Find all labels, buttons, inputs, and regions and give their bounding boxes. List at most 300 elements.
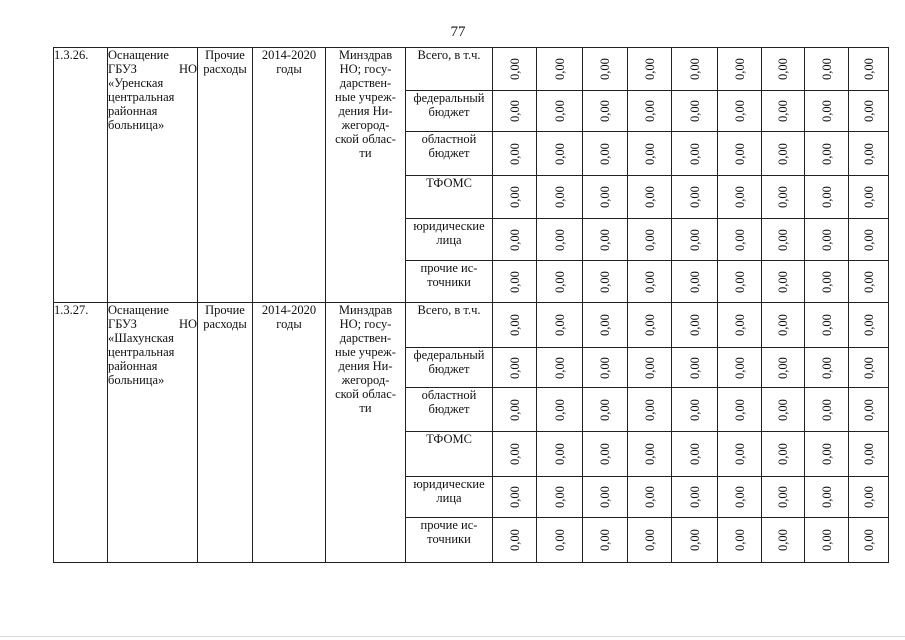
funding-value: 0,00 — [732, 270, 747, 293]
funding-value-cell — [805, 432, 849, 477]
funding-value-cell — [537, 303, 583, 348]
funding-value-cell — [718, 432, 762, 477]
funding-value-cell — [583, 432, 628, 477]
funding-value-cell — [672, 518, 718, 563]
funding-value: 0,00 — [642, 398, 657, 421]
funding-value-cell — [628, 261, 672, 303]
funding-value-cell — [672, 388, 718, 432]
funding-value-cell — [493, 303, 537, 348]
funding-value-cell — [672, 91, 718, 132]
funding-value-cell — [672, 132, 718, 176]
funding-value: 0,00 — [732, 228, 747, 251]
funding-value-cell — [628, 132, 672, 176]
funding-value-cell — [537, 48, 583, 91]
table-body — [54, 48, 889, 563]
table-row — [54, 303, 889, 348]
funding-value-cell — [672, 48, 718, 91]
funding-value: 0,00 — [776, 142, 790, 165]
funding-value: 0,00 — [642, 186, 657, 208]
scan-bottom-edge — [0, 636, 905, 637]
funding-value: 0,00 — [861, 398, 876, 421]
funding-value-cell — [718, 518, 762, 563]
funding-value: 0,00 — [819, 100, 834, 122]
funding-value: 0,00 — [819, 529, 834, 551]
funding-value-cell — [762, 219, 805, 261]
funding-value-cell — [672, 303, 718, 348]
funding-value-cell — [718, 176, 762, 219]
text-line: Оснащение — [108, 303, 169, 317]
activity-code: 1.3.27. — [54, 303, 108, 563]
funding-value: 0,00 — [598, 58, 612, 80]
funding-value-cell — [805, 518, 849, 563]
funding-value: 0,00 — [687, 228, 702, 251]
funding-source — [406, 219, 493, 261]
text-line: ные учреж- — [335, 90, 396, 104]
funding-value: 0,00 — [819, 443, 834, 465]
funding-value: 0,00 — [552, 314, 567, 336]
text-line: больница» — [108, 118, 165, 132]
funding-value: 0,00 — [732, 486, 747, 508]
funding-value: 0,00 — [732, 529, 747, 551]
funding-source — [406, 348, 493, 388]
text-word: ГБУЗ — [108, 317, 137, 331]
funding-source — [406, 261, 493, 303]
text-line: юридические — [413, 477, 485, 491]
funding-value: 0,00 — [598, 398, 612, 421]
funding-value: 0,00 — [861, 314, 876, 336]
text-line: «Уренская — [108, 76, 164, 90]
text-line: ской облас- — [335, 132, 396, 146]
funding-value: 0,00 — [687, 100, 702, 122]
text-line: областной — [421, 132, 477, 146]
text-line: лица — [436, 233, 462, 247]
funding-value-cell — [537, 91, 583, 132]
funding-value-cell — [718, 48, 762, 91]
text-line: расходы — [203, 62, 247, 76]
funding-value-cell — [583, 219, 628, 261]
text-line: Оснащение — [108, 48, 169, 62]
funding-value: 0,00 — [776, 100, 790, 122]
funding-value: 0,00 — [552, 228, 567, 251]
funding-value-cell — [849, 219, 889, 261]
funding-value: 0,00 — [642, 228, 657, 251]
funding-value-cell — [718, 219, 762, 261]
funding-value-cell — [762, 48, 805, 91]
funding-value: 0,00 — [507, 186, 522, 208]
executor — [326, 303, 406, 563]
funding-value-cell — [493, 219, 537, 261]
funding-value-cell — [672, 219, 718, 261]
text-line: федеральный — [413, 91, 485, 105]
text-line: ти — [359, 146, 372, 160]
funding-value: 0,00 — [776, 58, 790, 80]
funding-value: 0,00 — [642, 270, 657, 293]
funding-source — [406, 91, 493, 132]
funding-value-cell — [628, 477, 672, 518]
funding-value-cell — [583, 518, 628, 563]
text-line: жегород- — [341, 373, 390, 387]
expense-type — [198, 303, 253, 563]
funding-value-cell — [537, 261, 583, 303]
funding-value: 0,00 — [819, 486, 834, 508]
text-line: дарствен- — [339, 331, 392, 345]
funding-value-cell — [628, 91, 672, 132]
funding-value: 0,00 — [687, 58, 702, 80]
funding-value: 0,00 — [776, 398, 790, 421]
funding-value: 0,00 — [861, 100, 876, 122]
funding-value: 0,00 — [598, 186, 612, 208]
funding-value: 0,00 — [861, 142, 876, 165]
text-line: ТФОМС — [426, 176, 472, 190]
funding-value-cell — [583, 48, 628, 91]
funding-value: 0,00 — [687, 356, 702, 379]
funding-value-cell — [805, 91, 849, 132]
funding-value-cell — [762, 261, 805, 303]
funding-value: 0,00 — [507, 486, 522, 508]
funding-value-cell — [493, 48, 537, 91]
funding-value: 0,00 — [819, 58, 834, 80]
funding-value: 0,00 — [598, 314, 612, 336]
funding-value-cell — [805, 132, 849, 176]
text-line: бюджет — [428, 362, 470, 376]
funding-value-cell — [493, 261, 537, 303]
funding-value: 0,00 — [552, 486, 567, 508]
funding-value-cell — [849, 388, 889, 432]
funding-value: 0,00 — [861, 529, 876, 551]
text-line: районная — [108, 104, 158, 118]
text-line: годы — [276, 62, 302, 76]
funding-value: 0,00 — [776, 443, 790, 465]
funding-value: 0,00 — [598, 228, 612, 251]
funding-value-cell — [493, 388, 537, 432]
text-line: дарствен- — [339, 76, 392, 90]
text-line: дения Ни- — [338, 104, 393, 118]
expense-type — [198, 48, 253, 303]
funding-value: 0,00 — [776, 356, 790, 379]
funding-value: 0,00 — [598, 356, 612, 379]
executor — [326, 48, 406, 303]
funding-value: 0,00 — [598, 142, 612, 165]
text-line: жегород- — [341, 118, 390, 132]
text-line: точники — [427, 275, 471, 289]
funding-value-cell — [537, 388, 583, 432]
text-line: Прочие — [205, 48, 245, 62]
funding-value: 0,00 — [552, 100, 567, 122]
funding-value-cell — [493, 348, 537, 388]
funding-value-cell — [849, 432, 889, 477]
text-line: областной — [421, 388, 477, 402]
text-line: бюджет — [428, 105, 470, 119]
text-line: федеральный — [413, 348, 485, 362]
funding-value: 0,00 — [507, 443, 522, 465]
funding-value-cell — [493, 518, 537, 563]
funding-value-cell — [762, 176, 805, 219]
activity-name — [108, 48, 198, 303]
funding-value: 0,00 — [598, 529, 612, 551]
funding-value: 0,00 — [598, 270, 612, 293]
funding-value-cell — [537, 477, 583, 518]
funding-value: 0,00 — [507, 58, 522, 80]
funding-value-cell — [493, 477, 537, 518]
funding-value: 0,00 — [687, 142, 702, 165]
text-line: Всего, в т.ч. — [417, 48, 481, 62]
funding-value: 0,00 — [507, 142, 522, 165]
funding-value-cell — [493, 91, 537, 132]
funding-value-cell — [628, 303, 672, 348]
funding-value-cell — [762, 477, 805, 518]
text-line: ти — [359, 401, 372, 415]
funding-value: 0,00 — [861, 270, 876, 293]
funding-value: 0,00 — [776, 529, 790, 551]
funding-value: 0,00 — [642, 100, 657, 122]
text-line: ные учреж- — [335, 345, 396, 359]
funding-value: 0,00 — [732, 443, 747, 465]
text-line: ской облас- — [335, 387, 396, 401]
funding-value-cell — [762, 132, 805, 176]
funding-value: 0,00 — [642, 486, 657, 508]
text-line: 2014-2020 — [261, 48, 317, 62]
funding-value-cell — [718, 388, 762, 432]
funding-value-cell — [718, 303, 762, 348]
funding-value: 0,00 — [687, 529, 702, 551]
funding-value-cell — [849, 132, 889, 176]
funding-value: 0,00 — [732, 100, 747, 122]
funding-value: 0,00 — [776, 186, 790, 208]
text-line: больница» — [108, 373, 165, 387]
text-line: годы — [276, 317, 302, 331]
program-activities-table — [53, 47, 889, 563]
funding-value: 0,00 — [687, 398, 702, 421]
funding-value-cell — [672, 432, 718, 477]
funding-value-cell — [628, 432, 672, 477]
funding-value: 0,00 — [552, 529, 567, 551]
text-line: ТФОМС — [426, 432, 472, 446]
funding-value: 0,00 — [507, 398, 522, 421]
funding-value-cell — [537, 432, 583, 477]
text-block — [108, 76, 197, 132]
funding-value: 0,00 — [776, 314, 790, 336]
funding-source — [406, 176, 493, 219]
funding-value-cell — [762, 518, 805, 563]
text-line: лица — [436, 491, 462, 505]
funding-value: 0,00 — [732, 186, 747, 208]
funding-value-cell — [849, 48, 889, 91]
text-line: точники — [427, 532, 471, 546]
funding-value-cell — [718, 261, 762, 303]
funding-value: 0,00 — [861, 486, 876, 508]
funding-value: 0,00 — [861, 443, 876, 465]
funding-value-cell — [849, 477, 889, 518]
funding-value-cell — [805, 176, 849, 219]
funding-value-cell — [849, 261, 889, 303]
funding-value-cell — [718, 348, 762, 388]
funding-value-cell — [583, 303, 628, 348]
funding-source — [406, 518, 493, 563]
funding-value-cell — [628, 388, 672, 432]
text-line: прочие ис- — [420, 261, 478, 275]
funding-value: 0,00 — [552, 142, 567, 165]
text-line: 2014-2020 — [261, 303, 317, 317]
text-line: «Шахунская — [108, 331, 174, 345]
text-line: районная — [108, 359, 158, 373]
funding-value: 0,00 — [819, 228, 834, 251]
text-line: НО; госу- — [339, 62, 392, 76]
funding-value: 0,00 — [507, 270, 522, 293]
funding-value: 0,00 — [776, 486, 790, 508]
funding-value: 0,00 — [732, 58, 747, 80]
funding-value-cell — [537, 518, 583, 563]
funding-value: 0,00 — [687, 486, 702, 508]
funding-value-cell — [583, 261, 628, 303]
funding-value-cell — [628, 176, 672, 219]
funding-value-cell — [537, 132, 583, 176]
funding-value-cell — [805, 219, 849, 261]
funding-value: 0,00 — [552, 58, 567, 80]
funding-value-cell — [583, 348, 628, 388]
funding-value-cell — [762, 348, 805, 388]
funding-value: 0,00 — [552, 443, 567, 465]
funding-value-cell — [805, 303, 849, 348]
text-word: НО — [178, 317, 197, 331]
funding-source — [406, 48, 493, 91]
funding-value-cell — [762, 432, 805, 477]
funding-value-cell — [762, 91, 805, 132]
funding-value-cell — [493, 176, 537, 219]
text-line: бюджет — [428, 146, 470, 160]
funding-value: 0,00 — [776, 228, 790, 251]
funding-source — [406, 432, 493, 477]
funding-value: 0,00 — [642, 58, 657, 80]
funding-value: 0,00 — [819, 356, 834, 379]
funding-source — [406, 388, 493, 432]
funding-value-cell — [493, 432, 537, 477]
text-line — [108, 317, 197, 331]
funding-value-cell — [583, 477, 628, 518]
funding-value-cell — [672, 348, 718, 388]
funding-value: 0,00 — [642, 142, 657, 165]
text-line: центральная — [108, 345, 175, 359]
funding-value: 0,00 — [552, 186, 567, 208]
funding-value: 0,00 — [819, 398, 834, 421]
funding-value-cell — [805, 48, 849, 91]
funding-value: 0,00 — [507, 314, 522, 336]
table-row — [54, 48, 889, 91]
funding-value-cell — [493, 132, 537, 176]
funding-value: 0,00 — [552, 398, 567, 421]
funding-value: 0,00 — [642, 356, 657, 379]
implementation-period — [253, 303, 326, 563]
funding-value: 0,00 — [732, 142, 747, 165]
text-line: бюджет — [428, 402, 470, 416]
text-line: Минздрав — [338, 303, 393, 317]
funding-value: 0,00 — [819, 270, 834, 293]
funding-value: 0,00 — [819, 142, 834, 165]
funding-value: 0,00 — [687, 186, 702, 208]
funding-value: 0,00 — [732, 314, 747, 336]
funding-value: 0,00 — [552, 356, 567, 379]
funding-value-cell — [849, 518, 889, 563]
funding-value-cell — [849, 348, 889, 388]
funding-value: 0,00 — [598, 100, 612, 122]
text-line: расходы — [203, 317, 247, 331]
funding-value-cell — [628, 219, 672, 261]
funding-source — [406, 132, 493, 176]
funding-value-cell — [672, 176, 718, 219]
funding-source — [406, 303, 493, 348]
funding-value-cell — [762, 388, 805, 432]
funding-value: 0,00 — [861, 58, 876, 80]
funding-value-cell — [583, 132, 628, 176]
funding-value: 0,00 — [598, 443, 612, 465]
funding-value: 0,00 — [861, 356, 876, 379]
text-word: ГБУЗ — [108, 62, 137, 76]
funding-value-cell — [628, 348, 672, 388]
funding-value-cell — [805, 477, 849, 518]
funding-value: 0,00 — [732, 356, 747, 379]
text-line: Всего, в т.ч. — [417, 303, 481, 317]
funding-value-cell — [849, 303, 889, 348]
funding-value-cell — [718, 132, 762, 176]
funding-value: 0,00 — [861, 228, 876, 251]
margin-mark — [880, 387, 887, 388]
implementation-period — [253, 48, 326, 303]
funding-value-cell — [805, 261, 849, 303]
funding-value: 0,00 — [642, 529, 657, 551]
text-line: юридические — [413, 219, 485, 233]
funding-value-cell — [537, 176, 583, 219]
funding-value-cell — [537, 348, 583, 388]
activity-code: 1.3.26. — [54, 48, 108, 303]
page-number: 77 — [450, 24, 466, 40]
funding-value-cell — [672, 477, 718, 518]
funding-value-cell — [537, 219, 583, 261]
funding-value: 0,00 — [687, 443, 702, 465]
funding-value: 0,00 — [819, 314, 834, 336]
funding-value-cell — [849, 176, 889, 219]
funding-value: 0,00 — [642, 314, 657, 336]
funding-value-cell — [583, 388, 628, 432]
funding-value-cell — [628, 48, 672, 91]
funding-value: 0,00 — [507, 356, 522, 379]
funding-value-cell — [672, 261, 718, 303]
text-line: дения Ни- — [338, 359, 393, 373]
funding-value: 0,00 — [861, 186, 876, 208]
funding-value-cell — [762, 303, 805, 348]
activity-name — [108, 303, 198, 563]
funding-value-cell — [718, 477, 762, 518]
funding-value-cell — [805, 348, 849, 388]
text-block — [108, 331, 197, 387]
text-line: НО; госу- — [339, 317, 392, 331]
funding-value-cell — [628, 518, 672, 563]
text-line — [108, 62, 197, 76]
funding-value: 0,00 — [507, 529, 522, 551]
funding-value-cell — [583, 176, 628, 219]
text-line: Прочие — [205, 303, 245, 317]
funding-value-cell — [849, 91, 889, 132]
text-line: центральная — [108, 90, 175, 104]
funding-source — [406, 477, 493, 518]
funding-value: 0,00 — [819, 186, 834, 208]
text-word: НО — [178, 62, 197, 76]
funding-value: 0,00 — [776, 270, 790, 293]
funding-value: 0,00 — [507, 100, 522, 122]
text-line: Минздрав — [338, 48, 393, 62]
funding-value-cell — [583, 91, 628, 132]
funding-value-cell — [805, 388, 849, 432]
funding-value: 0,00 — [732, 398, 747, 421]
funding-value: 0,00 — [687, 314, 702, 336]
